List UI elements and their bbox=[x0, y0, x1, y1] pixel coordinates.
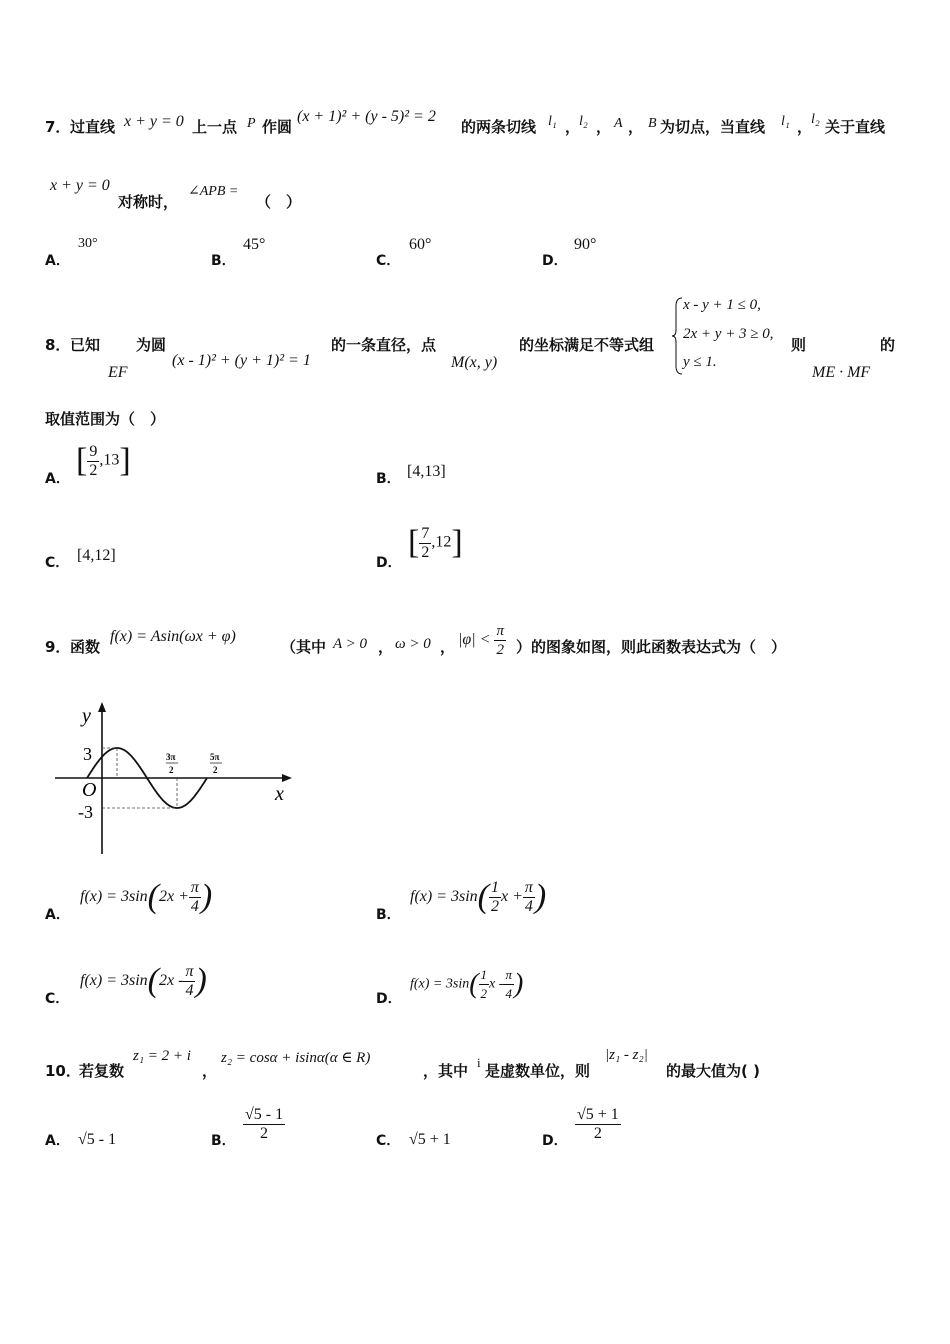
q7-l1: l₁ bbox=[548, 114, 557, 129]
q9-option-d-label: D． bbox=[376, 991, 402, 1007]
tick-5pi-2-num: 5π bbox=[210, 752, 220, 762]
q7-text-4: 的两条切线 bbox=[461, 118, 537, 136]
x-axis-arrow bbox=[282, 774, 292, 782]
q7-option-d-value: 90° bbox=[574, 236, 597, 253]
q9-option-b-value: f(x) = 3sin( $\frac{1}{2}$ x + $\frac{\pi}{4}$ ) bbox=[410, 878, 547, 915]
q10-option-c-label: C． bbox=[376, 1133, 401, 1149]
q10-option-a-label: A． bbox=[45, 1133, 70, 1149]
q7-l2-b: l₂ bbox=[811, 112, 820, 127]
q7-angle: ∠APB = bbox=[188, 184, 239, 199]
q7-line-equation: x + y = 0 bbox=[124, 113, 184, 130]
q9-option-c-label: C． bbox=[45, 991, 70, 1007]
q7-text-7: 对称时， bbox=[118, 193, 179, 211]
q7-b: B bbox=[648, 116, 657, 131]
origin-label: O bbox=[82, 779, 97, 801]
q7-a: A bbox=[614, 116, 623, 131]
q9-cond-phi: |φ| < $\frac{\pi}{2}$ bbox=[458, 623, 504, 658]
q7-l1-b: l₁ bbox=[781, 114, 790, 129]
q7-option-a-value: 30° bbox=[78, 236, 98, 251]
q9-option-c-value: f(x) = 3sin(2x - $\frac{\pi}{4}$ ) bbox=[80, 962, 207, 999]
tick-3pi-2-den: 2 bbox=[169, 765, 174, 775]
q8-option-a-value: [ $\frac{9}{2}$ ,13] bbox=[76, 442, 131, 479]
q8-number: 8． bbox=[45, 336, 71, 354]
q9-graph bbox=[50, 700, 300, 860]
q9-option-a-label: A． bbox=[45, 907, 70, 923]
q9-text-1: 函数 bbox=[70, 638, 101, 656]
q8-text-3: 的一条直径，点 bbox=[331, 336, 437, 354]
q10-option-c-value: √5 + 1 bbox=[409, 1131, 451, 1148]
q10-option-d-label: D． bbox=[542, 1133, 568, 1149]
q8-option-c-value: [4,12] bbox=[77, 547, 116, 564]
q7-option-b-label: B． bbox=[211, 253, 236, 269]
q10-option-a-value: √5 - 1 bbox=[78, 1131, 117, 1148]
q7-text-1: 过直线 bbox=[70, 118, 116, 136]
q10-text-2: ，其中 bbox=[423, 1062, 469, 1080]
q8-m: M(x, y) bbox=[451, 354, 498, 371]
q7-option-a-label: A． bbox=[45, 253, 70, 269]
q8-ef: EF bbox=[108, 364, 128, 381]
x-axis-label: x bbox=[275, 783, 284, 805]
q7-text-6: 关于直线 bbox=[825, 118, 886, 136]
tick-3pi-2-num: 3π bbox=[166, 752, 176, 762]
q9-text-3: ）的图象如图，则此函数表达式为（ ） bbox=[516, 638, 787, 656]
q7-bracket: （ ） bbox=[256, 193, 302, 211]
q8-option-a-label: A． bbox=[45, 471, 70, 487]
q9-option-b-label: B． bbox=[376, 907, 401, 923]
q7-point-p: P bbox=[247, 116, 256, 131]
y-axis-arrow bbox=[98, 702, 106, 712]
q10-abs: |z₁ - z₂| bbox=[605, 1047, 648, 1063]
tick-5pi-2-den: 2 bbox=[213, 765, 218, 775]
q10-option-d-value: $\frac{√5 + 1}{2}$ bbox=[577, 1106, 619, 1142]
q7-line-equation-2: x + y = 0 bbox=[50, 177, 110, 194]
q10-option-b-value: $\frac{√5 - 1}{2}$ bbox=[245, 1106, 284, 1142]
q7-option-c-value: 60° bbox=[409, 236, 432, 253]
tick-3: 3 bbox=[83, 744, 92, 764]
q7-option-b-value: 45° bbox=[243, 236, 266, 253]
q9-cond-omega: ω > 0 bbox=[395, 636, 431, 652]
q7-option-c-label: C． bbox=[376, 253, 401, 269]
q7-text-5: 为切点，当直线 bbox=[660, 118, 766, 136]
q8-text-6: 的 bbox=[880, 336, 896, 354]
q8-text-2: 为圆 bbox=[136, 336, 167, 354]
q9-number: 9． bbox=[45, 638, 71, 656]
q7-l2: l₂ bbox=[579, 114, 588, 129]
q9-function: f(x) = Asin(ωx + φ) bbox=[110, 628, 236, 645]
q10-text-3: 是虚数单位，则 bbox=[485, 1062, 591, 1080]
tick-neg-3: -3 bbox=[78, 802, 93, 822]
q8-ineq-2: 2x + y + 3 ≥ 0, bbox=[683, 326, 774, 342]
q8-ineq-3: y ≤ 1. bbox=[683, 354, 717, 370]
q7-circle-equation: (x + 1)² + (y - 5)² = 2 bbox=[297, 108, 436, 125]
q7-number: 7． bbox=[45, 118, 71, 136]
q8-circle-equation: (x - 1)² + (y + 1)² = 1 bbox=[172, 352, 311, 369]
q10-z2: z₂ = cosα + isinα(α ∈ R) bbox=[221, 1050, 371, 1066]
y-axis-label: y bbox=[82, 705, 91, 727]
q10-text-1: 若复数 bbox=[79, 1062, 125, 1080]
q8-text-4: 的坐标满足不等式组 bbox=[519, 336, 655, 354]
q7-text-2: 上一点 bbox=[192, 118, 238, 136]
q8-option-c-label: C． bbox=[45, 555, 70, 571]
q8-dot-product: ME · MF bbox=[812, 364, 871, 381]
q8-ineq-1: x - y + 1 ≤ 0, bbox=[683, 297, 761, 313]
q7-option-d-label: D． bbox=[542, 253, 568, 269]
q7-text-3: 作圆 bbox=[262, 118, 293, 136]
q10-option-b-label: B． bbox=[211, 1133, 236, 1149]
q8-option-d-value: [ $\frac{7}{2}$ ,12] bbox=[408, 524, 463, 561]
q9-option-d-value: f(x) = 3sin( $\frac{1}{2}$ x - $\frac{\pi}{4}$ ) bbox=[410, 967, 524, 1001]
q10-number: 10． bbox=[45, 1062, 81, 1080]
q8-text-1: 已知 bbox=[70, 336, 101, 354]
q8-text-5: 则 bbox=[791, 336, 807, 354]
q10-text-4: 的最大值为( ) bbox=[666, 1062, 760, 1080]
q10-i: i bbox=[477, 1055, 481, 1070]
q8-option-b-value: [4,13] bbox=[407, 463, 446, 480]
q8-option-b-label: B． bbox=[376, 471, 401, 487]
q10-z1: z₁ = 2 + i bbox=[133, 1048, 191, 1064]
q9-cond-a: A > 0 bbox=[333, 636, 368, 652]
q9-text-2: （其中 bbox=[281, 638, 327, 656]
q8-text-7: 取值范围为（ ） bbox=[45, 410, 166, 428]
q8-option-d-label: D． bbox=[376, 555, 402, 571]
q9-option-a-value: f(x) = 3sin(2x + $\frac{\pi}{4}$ ) bbox=[80, 878, 213, 915]
